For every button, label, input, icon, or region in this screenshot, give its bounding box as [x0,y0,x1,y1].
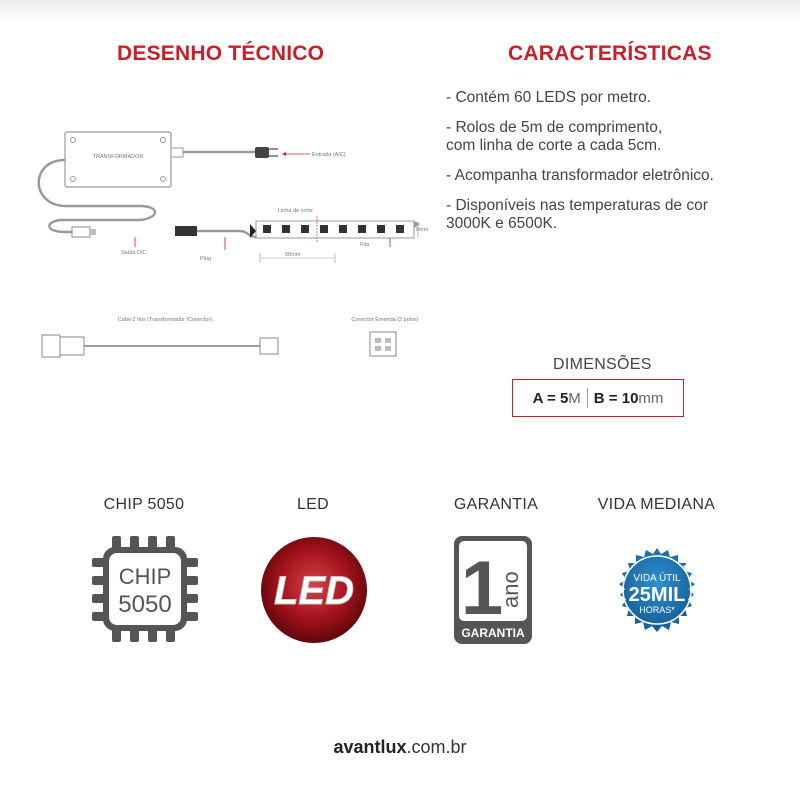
warranty-icon [452,534,534,646]
dc-plug-icon [175,226,197,236]
dim-b-unit: mm [638,389,664,407]
dimensions-box [512,379,684,417]
plug-icon [255,147,269,158]
feature-item: - Acompanha transformador eletrônico. [446,167,714,184]
tape-label: Fita [360,242,370,248]
input-label: Entrada (A/C) [312,152,346,158]
transformer-label: TRANSFORMADOR [92,154,144,160]
feature-item: - Disponíveis nas temperaturas de cor 3000K e 6500K. [446,197,708,232]
lifespan-line1: VIDA ÚTIL [633,573,681,584]
drawing-heading: DESENHO TÉCNICO [117,42,325,65]
top-shade [0,0,800,22]
brand-name: avantlux [333,737,407,757]
led-icon [258,534,370,646]
connector-label: Conector Emenda (2 polos) [351,317,419,323]
lifespan-line2: 25MIL [628,584,686,606]
dim-a-unit: M [568,389,581,407]
led-text: LED [274,569,354,613]
dim-separator [587,388,588,408]
brand-domain: .com.br [406,737,467,757]
features-heading: CARACTERÍSTICAS [508,42,712,65]
dim-a-label: A = 5 [532,389,569,407]
cable-connector-right [260,338,278,354]
feature-item: - Rolos de 5m de comprimento, com linha de corte a cada 5cm. [446,119,663,154]
lifespan-badge-label: VIDA MEDIANA [597,496,716,513]
lifespan-line3: HORAS* [639,605,675,615]
chip-icon [90,534,200,644]
dimensions-title: DIMENSÕES [553,356,652,373]
dc-connector [72,227,90,237]
cable-connector-left [42,335,60,357]
features-list [446,89,786,245]
feature-item: - Contém 60 LEDS por metro. [446,89,652,106]
dim-b-label: B = 10 [593,389,639,407]
plug-label: Plug [200,256,212,262]
led-strip [256,221,414,238]
cable-label: Cabo 2 fios (Transformador /Conector) [117,317,213,323]
warranty-footer: GARANTIA [461,626,525,640]
technical-drawing [20,110,440,370]
width-label: 8mm [416,227,429,233]
lifespan-icon [598,530,716,648]
length-label: 50mm [285,252,301,258]
led-badge-label: LED [296,496,330,513]
warranty-badge-label: GARANTIA [453,496,539,513]
splice-connector [370,332,396,356]
output-label: Saída D/C [121,250,147,256]
chip-text-line2: 5050 [118,591,172,618]
chip-text-line1: CHIP [118,564,172,589]
warranty-unit: ano [498,571,523,608]
cable-strain-relief [171,148,183,157]
warranty-number: 1 [460,546,504,631]
footer-brand [0,737,800,758]
chip-badge-label: CHIP 5050 [103,496,185,513]
dc-pin [90,229,96,235]
cut-line-label: Linha de corte [278,208,313,214]
